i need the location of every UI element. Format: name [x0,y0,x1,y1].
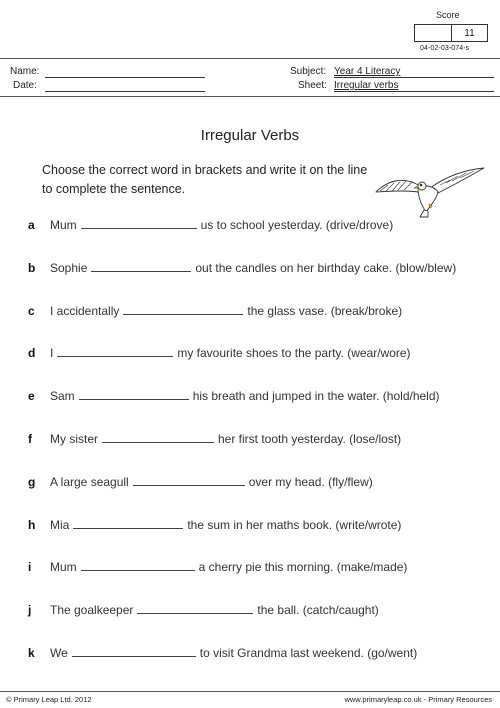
subject-line [334,77,494,78]
header-rule-top [0,58,500,59]
question-text-before: Mum [50,218,77,232]
score-value: 11 [464,28,475,39]
footer-rule [0,691,500,692]
question-row [50,603,379,617]
question-text-after: the glass vase. (break/broke) [247,304,403,318]
question-letter: k [28,646,35,660]
answer-blank[interactable] [57,356,173,357]
question-row [50,560,407,574]
question-letter: a [28,218,35,232]
question-row [50,389,440,403]
answer-blank[interactable] [81,228,197,229]
question-text-before: Mum [50,560,77,574]
question-text-after: to visit Grandma last weekend. (go/went) [199,646,418,660]
question-text-before: The goalkeeper [50,603,134,617]
question-row [50,346,411,360]
question-text-after: a cherry pie this morning. (make/made) [198,560,408,574]
instructions: Choose the correct word in brackets and write it on the line to complete the sentence. [42,163,368,196]
question-row [50,218,393,232]
question-letter: f [28,432,32,446]
page-title: Irregular Verbs [200,127,300,144]
answer-blank[interactable] [72,656,196,657]
question-text-after: the ball. (catch/caught) [257,603,379,617]
question-text-after: the sum in her maths book. (write/wrote) [187,518,402,532]
question-letter: b [28,261,36,275]
date-label: Date: [13,80,37,91]
question-row [50,646,417,660]
subject-label: Subject: [290,66,327,77]
answer-blank[interactable] [91,271,191,272]
answer-blank[interactable] [133,485,245,486]
question-row [50,261,456,275]
question-text-after: her first tooth yesterday. (lose/lost) [218,432,402,446]
question-row [50,475,373,489]
question-text-after: over my head. (fly/flew) [248,475,373,489]
question-text-before: Sam [50,389,75,403]
question-letter: g [28,475,36,489]
sheet-value: Irregular verbs [334,80,399,91]
score-box [414,24,488,42]
answer-blank[interactable] [73,528,183,529]
answer-blank[interactable] [123,314,243,315]
seagull-icon [374,166,486,218]
question-text-after: his breath and jumped in the water. (hold/held) [192,389,440,403]
question-letter: i [28,560,32,574]
question-text-after: my favourite shoes to the party. (wear/wore) [177,346,411,360]
header-rule-bottom [0,96,500,97]
question-text-before: We [50,646,68,660]
question-letter: j [28,603,32,617]
question-text-before: I [50,346,54,360]
sheet-code: 04-02-03-074-s [420,45,470,52]
sheet-line [334,91,494,92]
name-label: Name: [10,66,40,77]
answer-blank[interactable] [79,399,189,400]
footer-copyright: © Primary Leap Ltd. 2012 [6,695,92,704]
sheet-label: Sheet: [298,80,327,91]
question-text-before: My sister [50,432,98,446]
answer-blank[interactable] [137,613,253,614]
question-row [50,432,401,446]
score-label: Score [436,10,460,20]
date-field[interactable] [45,91,205,92]
question-text-before: I accidentally [50,304,120,318]
question-row [50,518,401,532]
question-letter: h [28,518,36,532]
answer-blank[interactable] [81,570,195,571]
question-text-before: Mia [50,518,70,532]
question-letter: c [28,304,35,318]
question-text-before: A large seagull [50,475,129,489]
question-letter: e [28,389,35,403]
question-text-after: out the candles on her birthday cake. (blow/blew) [195,261,457,275]
question-letter: d [28,346,36,360]
question-text-before: Sophie [50,261,88,275]
subject-value: Year 4 Literacy [334,66,401,77]
question-row [50,304,402,318]
name-field[interactable] [45,77,205,78]
footer-website: www.primaryleap.co.uk - Primary Resources [344,695,492,704]
answer-blank[interactable] [102,442,214,443]
question-text-after: us to school yesterday. (drive/drove) [200,218,394,232]
